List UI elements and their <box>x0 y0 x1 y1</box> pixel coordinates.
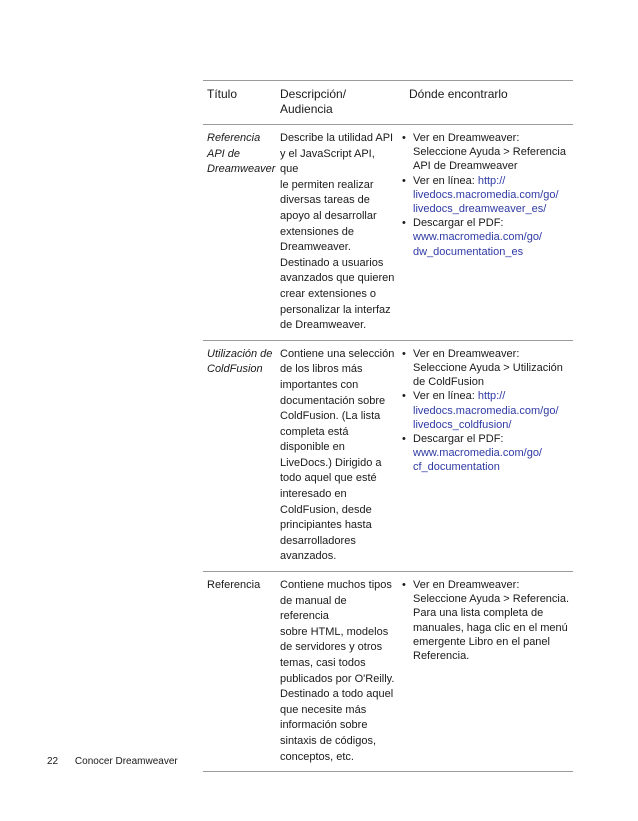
desc-line: de Dreamweaver. <box>280 319 367 332</box>
header-description-line: Descripción/ <box>280 87 347 101</box>
pdf-link[interactable]: cf_documentation <box>413 461 500 474</box>
row-title-line: Referencia <box>207 132 261 144</box>
reference-table <box>203 80 573 772</box>
row-description <box>280 578 400 765</box>
row-title <box>203 131 280 334</box>
desc-line: publicados por O'Reilly. <box>280 672 395 685</box>
table-row <box>203 571 573 771</box>
where-list <box>402 578 573 663</box>
desc-line: Contiene muchos tipos <box>280 579 392 592</box>
desc-line: Destinado a usuarios <box>280 256 384 269</box>
bullet-icon: • <box>402 217 406 230</box>
table-header <box>203 81 573 124</box>
desc-line: completa está <box>280 425 349 438</box>
desc-line: avanzados. <box>280 550 337 563</box>
bullet-icon: • <box>402 390 406 403</box>
bullet-icon: • <box>402 132 406 144</box>
row-title-line: ColdFusion <box>207 363 263 376</box>
where-line: manuales, haga clic en el menú <box>413 621 568 634</box>
where-line: Ver en Dreamweaver: <box>413 347 520 360</box>
desc-line: todo aquel que esté <box>280 472 377 485</box>
pdf-link[interactable]: www.macromedia.com/go/ <box>413 231 542 244</box>
where-line: de ColdFusion <box>413 376 484 389</box>
desc-line: apoyo al desarrollar <box>280 209 377 222</box>
where-item <box>402 174 573 217</box>
where-item <box>402 131 573 174</box>
row-title-line: Utilización de <box>207 347 273 360</box>
row-where <box>400 347 573 565</box>
online-link[interactable]: http:// <box>477 174 506 187</box>
where-line: Referencia. <box>413 650 470 663</box>
desc-line: ColdFusion, desde <box>280 503 372 516</box>
table-row <box>203 340 573 571</box>
desc-line: le permiten realizar <box>280 178 374 191</box>
where-line <box>413 174 573 188</box>
online-link[interactable]: livedocs_dreamweaver_es/ <box>413 203 547 216</box>
row-title <box>203 578 280 765</box>
where-line: emergente Libro en el panel <box>413 635 550 648</box>
desc-line: importantes con <box>280 378 359 391</box>
where-line: Ver en Dreamweaver: <box>413 579 520 592</box>
desc-line: LiveDocs.) Dirigido a <box>280 456 382 469</box>
where-text: Ver en línea: <box>413 174 478 187</box>
where-item <box>402 389 573 432</box>
desc-line: avanzados que quieren <box>280 272 395 285</box>
pdf-link[interactable]: www.macromedia.com/go/ <box>413 447 542 460</box>
row-description <box>280 131 400 334</box>
where-list <box>402 347 573 475</box>
desc-line: personalizar la interfaz <box>280 303 391 316</box>
bullet-icon: • <box>402 347 406 360</box>
where-item <box>402 347 573 390</box>
desc-line: sobre HTML, modelos <box>280 625 389 638</box>
where-line <box>413 389 573 403</box>
page-footer <box>47 756 178 767</box>
row-description <box>280 347 400 565</box>
row-title-line: Dreamweaver <box>207 163 276 176</box>
online-link[interactable]: livedocs.macromedia.com/go/ <box>413 188 559 201</box>
where-item <box>402 432 573 475</box>
desc-line: Dreamweaver. <box>280 241 351 254</box>
footer-section-title: Conocer Dreamweaver <box>74 756 178 767</box>
desc-line: de servidores y otros <box>280 641 383 654</box>
online-link[interactable]: livedocs.macromedia.com/go/ <box>413 404 559 417</box>
header-description-line: Audiencia <box>280 102 333 116</box>
desc-line: información sobre <box>280 719 368 732</box>
desc-line: ColdFusion. (La lista <box>280 410 381 423</box>
desc-line: principiantes hasta <box>280 519 372 532</box>
table-row <box>203 124 573 340</box>
where-list <box>402 131 573 259</box>
desc-line: Destinado a todo aquel <box>280 688 394 701</box>
where-line: Para una lista completa de <box>413 607 544 620</box>
page-number: 22 <box>47 756 59 767</box>
row-where <box>400 578 573 765</box>
where-item <box>402 578 573 663</box>
desc-line: Contiene una selección <box>280 347 395 360</box>
row-title-line: Referencia <box>207 579 261 592</box>
bullet-icon: • <box>402 174 406 187</box>
bullet-icon: • <box>402 432 406 445</box>
row-where <box>400 131 573 334</box>
desc-line: conceptos, etc. <box>280 750 354 763</box>
desc-line: Describe la utilidad API <box>280 132 394 144</box>
where-item <box>402 216 573 259</box>
row-title <box>203 347 280 565</box>
desc-line: crear extensiones o <box>280 287 376 300</box>
desc-line: que necesite más <box>280 703 367 716</box>
header-description <box>280 87 400 117</box>
header-title: Título <box>207 87 238 101</box>
desc-line: documentación sobre <box>280 394 386 407</box>
desc-line: disponible en <box>280 441 345 454</box>
where-line: Seleccione Ayuda > Utilización <box>413 361 563 374</box>
desc-line: diversas tareas de <box>280 194 370 207</box>
where-line: API de Dreamweaver <box>413 160 518 173</box>
row-title-line: API de <box>207 147 241 160</box>
where-line: Seleccione Ayuda > Referencia. <box>413 593 570 606</box>
header-where: Dónde encontrarlo <box>409 87 508 101</box>
online-link[interactable]: livedocs_coldfusion/ <box>413 418 512 431</box>
desc-line: temas, casi todos <box>280 657 366 669</box>
pdf-link[interactable]: dw_documentation_es <box>413 245 524 258</box>
where-line: Descargar el PDF: <box>413 432 504 445</box>
bullet-icon: • <box>402 579 406 592</box>
where-line: Seleccione Ayuda > Referencia <box>413 146 566 159</box>
desc-line: interesado en <box>280 488 347 501</box>
desc-line: desarrolladores <box>280 534 356 547</box>
desc-line: de los libros más <box>280 363 363 376</box>
online-link[interactable]: http:// <box>477 390 506 403</box>
where-line: Ver en Dreamweaver: <box>413 132 520 144</box>
desc-line: sintaxis de códigos, <box>280 734 376 747</box>
desc-line: y el JavaScript API, que <box>280 147 375 176</box>
desc-line: de manual de referencia <box>280 594 347 623</box>
where-line: Descargar el PDF: <box>413 217 504 230</box>
where-text: Ver en línea: <box>413 390 478 403</box>
desc-line: extensiones de <box>280 225 354 238</box>
